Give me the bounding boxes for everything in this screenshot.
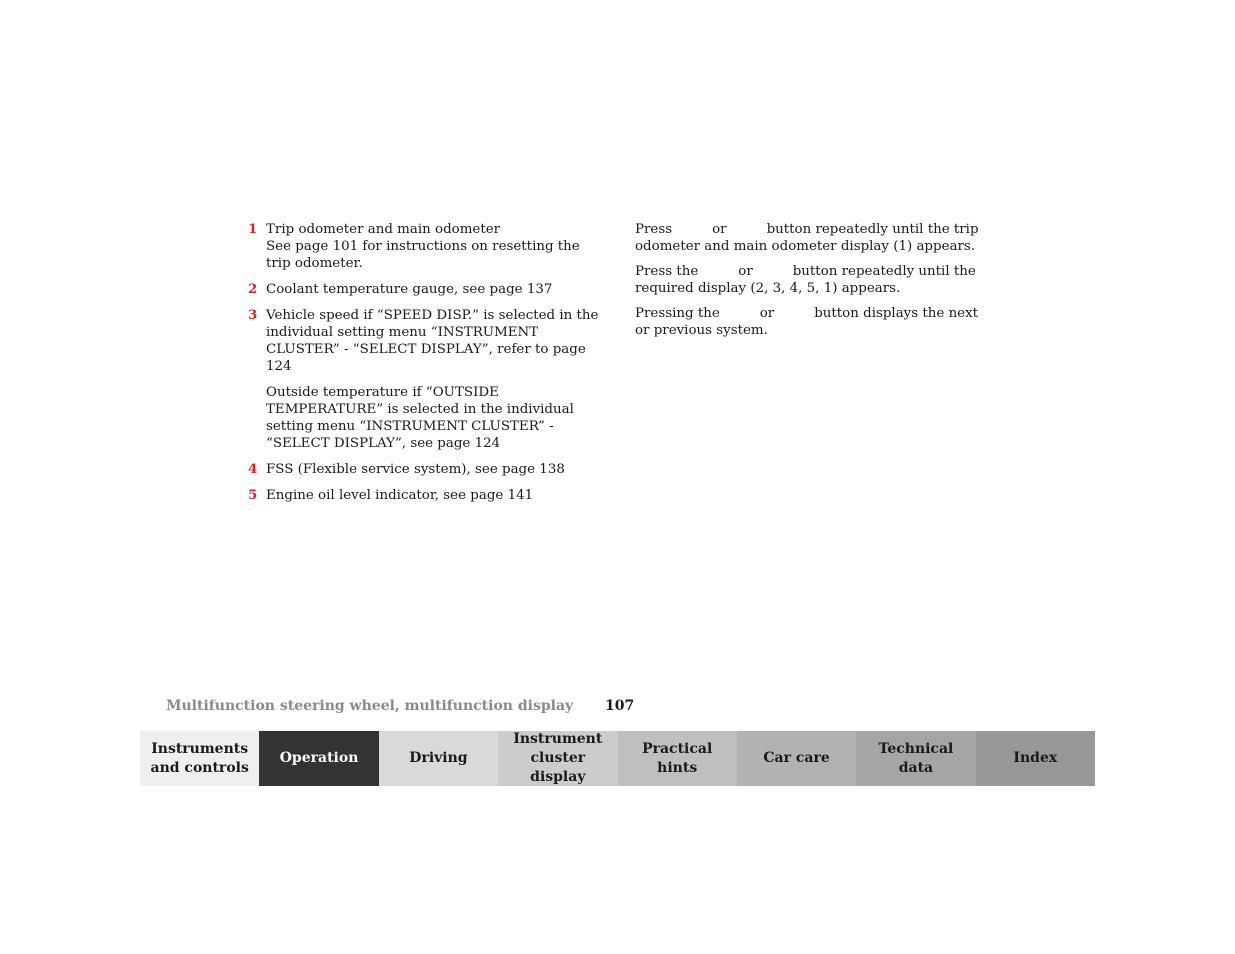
instructions: [635, 221, 990, 347]
instruction-text: or: [759, 306, 775, 321]
item-text: Coolant temperature gauge, see page 137: [266, 282, 553, 297]
instruction-text: button repeatedly until the trip odometer and main odometer display (1) appears.: [635, 222, 979, 254]
tab-car-care[interactable]: Car care: [737, 731, 856, 786]
tab-practical-hints[interactable]: Practical hints: [618, 731, 737, 786]
list-item: [248, 487, 603, 504]
instruction-text: or: [738, 264, 753, 279]
list-item-continuation: [248, 384, 603, 452]
item-number: 2: [248, 281, 258, 297]
instruction-text: Press: [635, 222, 673, 237]
tab-index[interactable]: Index: [976, 731, 1095, 786]
tab-technical-data[interactable]: Technical data: [856, 731, 975, 786]
item-title: Trip odometer and main odometer: [266, 222, 501, 237]
instruction-text: button displays the next or previous system.: [635, 306, 979, 338]
item-number: 4: [248, 461, 258, 477]
list-item: [248, 221, 603, 272]
instruction-text: or: [712, 222, 727, 237]
page-number: 107: [605, 698, 635, 714]
chapter-tabs: [140, 731, 1095, 786]
tab-operation[interactable]: Operation: [259, 731, 378, 786]
instruction-text: Pressing the: [635, 306, 720, 321]
tab-instrument-cluster-display[interactable]: Instrument cluster display: [498, 731, 617, 786]
item-number: 5: [248, 487, 258, 503]
item-list: [248, 221, 603, 513]
list-item: [248, 281, 603, 298]
instruction-text: Press the: [635, 264, 699, 279]
section-title: Multifunction steering wheel, multifunction display: [166, 698, 574, 714]
instruction-text: button repeatedly until the required display (2, 3, 4, 5, 1) appears.: [635, 264, 976, 296]
instruction-paragraph: [635, 305, 990, 339]
item-text: Engine oil level indicator, see page 141: [266, 488, 534, 503]
tab-driving[interactable]: Driving: [379, 731, 498, 786]
item-number: 3: [248, 307, 258, 323]
item-number: 1: [248, 221, 258, 237]
instruction-paragraph: [635, 221, 990, 255]
item-text: Vehicle speed if “SPEED DISP.” is selected in the individual setting menu “INSTRUMENT CLUSTER” - “SELECT DISPLAY”, refer to page 124: [266, 308, 599, 374]
tab-instruments-and-controls[interactable]: Instruments and controls: [140, 731, 259, 786]
list-item: [248, 461, 603, 478]
item-text: See page 101 for instructions on resetting the trip odometer.: [266, 239, 580, 271]
list-item: [248, 307, 603, 375]
item-text: Outside temperature if “OUTSIDE TEMPERATURE” is selected in the individual setting menu “INSTRUMENT CLUSTER” - “SELECT DISPLAY”, see page 124: [266, 385, 574, 451]
instruction-paragraph: [635, 263, 990, 297]
item-text: FSS (Flexible service system), see page 138: [266, 462, 565, 477]
